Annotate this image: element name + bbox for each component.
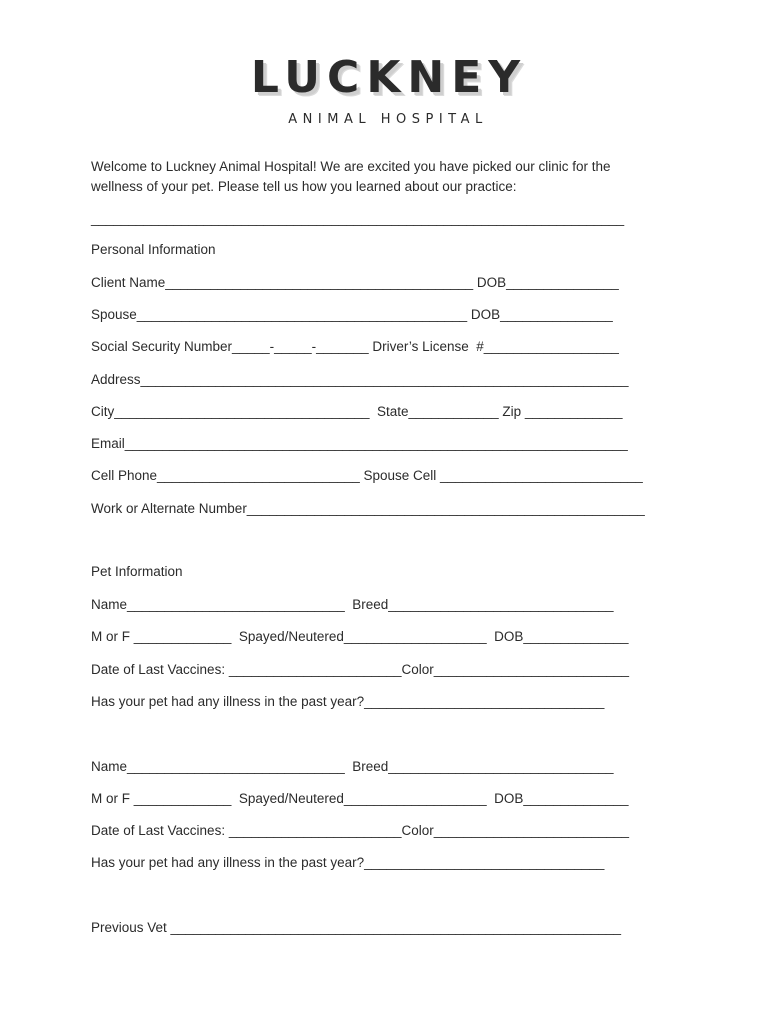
personal-info-heading: Personal Information	[91, 242, 216, 257]
intro-line-1: Welcome to Luckney Animal Hospital! We are excited you have picked our clinic for the	[91, 159, 611, 174]
pet-1-illness-field[interactable]: Has your pet had any illness in the past year?________________________________	[91, 694, 605, 709]
email-field[interactable]: Email___________________________________________________________________	[91, 436, 628, 451]
work-number-field[interactable]: Work or Alternate Number_____________________________________________________	[91, 501, 645, 516]
pet-info-heading: Pet Information	[91, 564, 183, 579]
pet-2-sex-spayed-dob-field[interactable]: M or F _____________ Spayed/Neutered___________________ DOB______________	[91, 791, 629, 806]
client-name-field[interactable]: Client Name_________________________________________ DOB_______________	[91, 275, 619, 290]
intro-line-2: wellness of your pet. Please tell us how you learned about our practice:	[91, 179, 517, 194]
pet-1-vaccines-color-field[interactable]: Date of Last Vaccines: _______________________Color__________________________	[91, 662, 629, 677]
spouse-field[interactable]: Spouse____________________________________________ DOB_______________	[91, 307, 613, 322]
city-state-zip-field[interactable]: City__________________________________ State____________ Zip _____________	[91, 404, 623, 419]
ssn-license-field[interactable]: Social Security Number_____-_____-_______ Driver’s License #__________________	[91, 339, 619, 354]
logo-subtitle: ANIMAL HOSPITAL	[288, 112, 488, 127]
address-field[interactable]: Address_________________________________________________________________	[91, 372, 629, 387]
pet-1-name-breed-field[interactable]: Name_____________________________ Breed______________________________	[91, 597, 614, 612]
pet-2-name-breed-field[interactable]: Name_____________________________ Breed______________________________	[91, 759, 614, 774]
logo-title: LUCKNEY	[250, 52, 528, 103]
cell-phone-field[interactable]: Cell Phone___________________________ Spouse Cell ___________________________	[91, 468, 643, 483]
previous-vet-field[interactable]: Previous Vet ____________________________________________________________	[91, 920, 622, 935]
logo	[0, 52, 770, 104]
how-learned-field[interactable]: _______________________________________________________________________	[91, 211, 625, 226]
pet-1-sex-spayed-dob-field[interactable]: M or F _____________ Spayed/Neutered___________________ DOB______________	[91, 629, 629, 644]
pet-2-illness-field[interactable]: Has your pet had any illness in the past year?________________________________	[91, 855, 605, 870]
pet-2-vaccines-color-field[interactable]: Date of Last Vaccines: _______________________Color__________________________	[91, 823, 629, 838]
